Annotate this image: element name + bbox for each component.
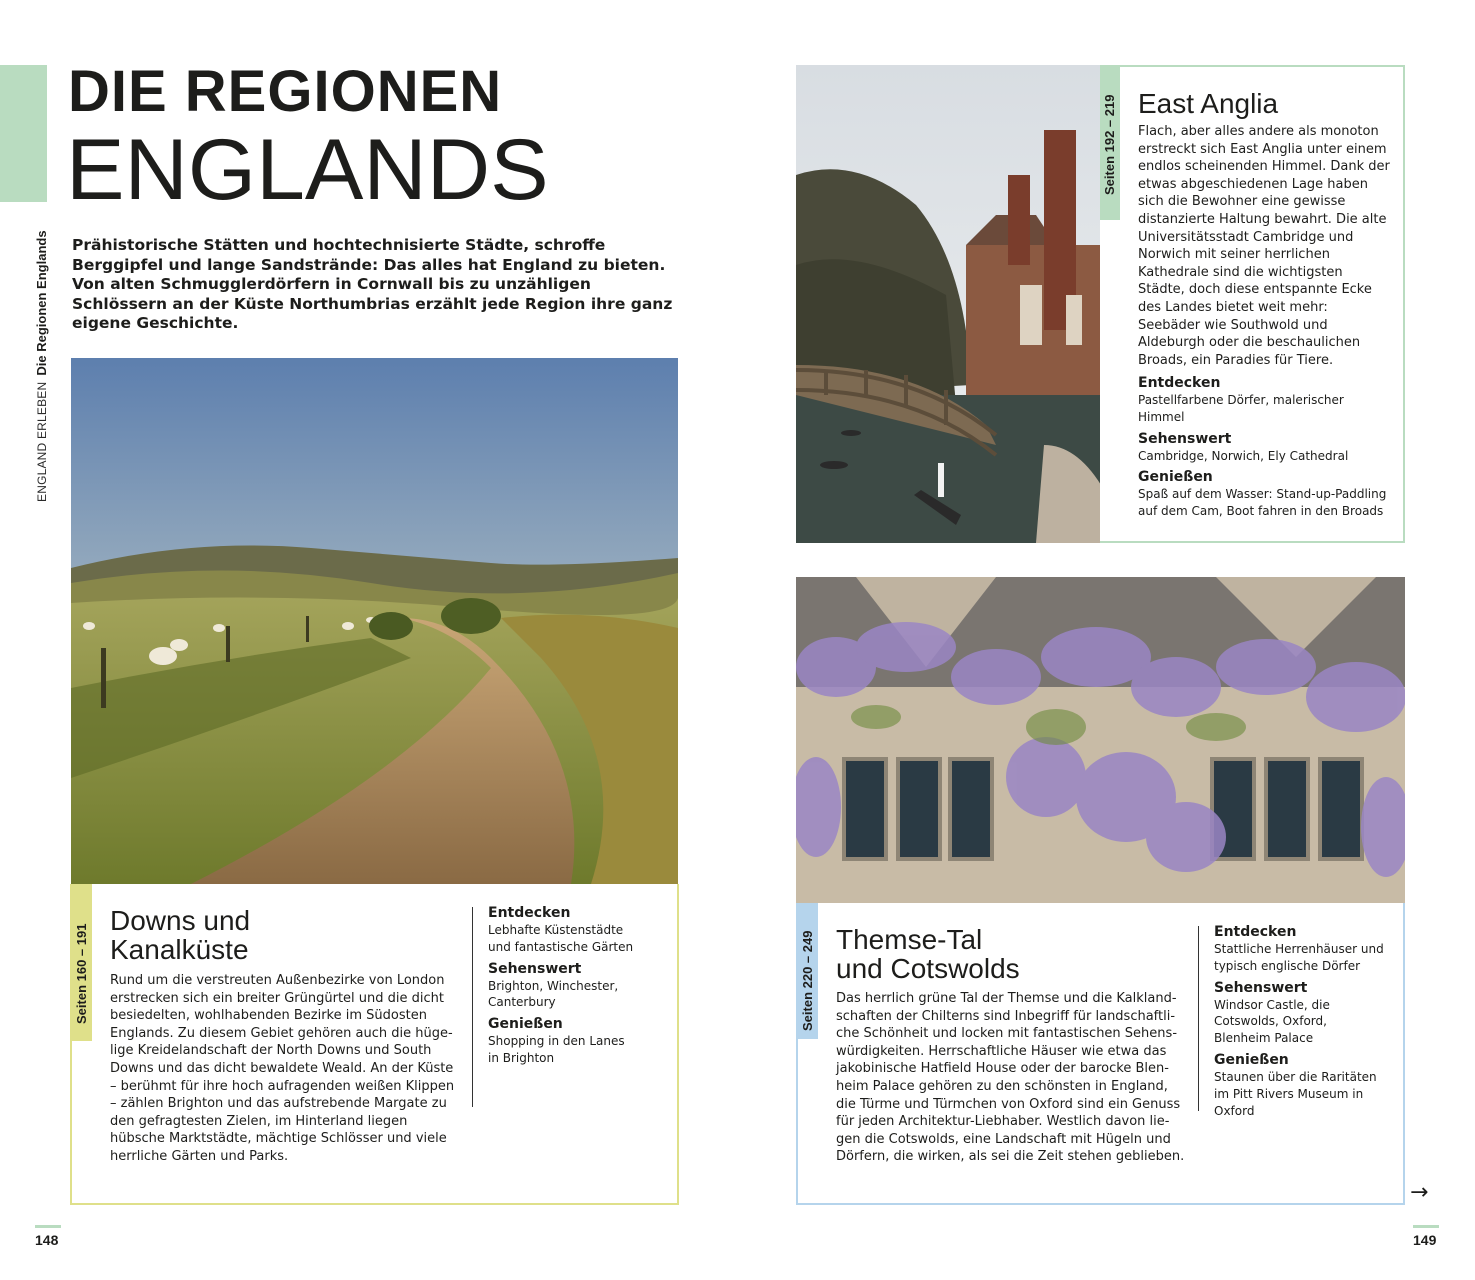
region-title-themse [836,925,1196,983]
region-tab-themse [798,903,818,1039]
page-title-line2: ENGLANDS [66,122,549,218]
region-card-east-anglia [1100,65,1405,543]
region-title-themse-line1: Themse-Tal [836,924,983,955]
geniessen-heading: Genießen [1214,1051,1289,1068]
sehenswert-value: Brighton, Winchester, Canterbury [488,978,619,1010]
region-facts-downs [488,904,648,1071]
entdecken-heading: Entdecken [1214,924,1297,940]
geniessen-value: Staunen über die Raritäten im Pitt Rivers Museum in Oxford [1214,1069,1377,1118]
geniessen-heading: Genießen [488,1016,563,1033]
region-facts-east-anglia [1138,374,1393,524]
page-title-line1: DIE REGIONEN [68,59,503,124]
region-title-east-anglia: East Anglia [1138,88,1279,119]
geniessen-value: Spaß auf dem Wasser: Stand-up-Paddling auf dem Cam, Boot fahren in den Broads [1138,487,1387,519]
section-color-tab [0,65,47,202]
divider-line [472,907,473,1107]
region-pages-themse: Seiten 220 – 249 [800,930,815,1031]
region-tab-east-anglia [1100,65,1120,220]
entdecken-heading: Entdecken [1138,375,1221,391]
region-card-downs [70,884,679,1205]
page-number-bar-right [1413,1225,1439,1228]
running-header-section: ENGLAND ERLEBEN [35,381,49,502]
geniessen-heading: Genießen [1138,469,1213,486]
region-text-downs: Rund um die verstreuten Außenbezirke von London erstrecken sich ein breiter Grüngürtel und die dicht besiedelten, wohlhabenden Bezirke im Südosten Englands. Zu diesem Gebiet gehören auch die hügelige Kreidelandschaft der North Downs und South Downs und das dicht bewaldete Weald. An der Küste – berühmt für ihre hoch aufragenden weißen Klippen – zählen Brighton und das aufstrebende Margate zu den gefragtesten Zielen, im Hinterland liegen hübsche Marktstädte, mächtige Schlösser und viele herrliche Gärten und Parks. [110,973,455,1164]
downs-landscape-photo [71,358,678,884]
page-number-bar-left [35,1225,61,1228]
region-title-downs [110,906,470,964]
entdecken-value: Pastellfarbene Dörfer, malerischer Himmel [1138,393,1344,424]
entdecken-value: Lebhafte Küstenstädte und fantastische Gärten [488,923,634,954]
cotswolds-wisteria-photo [796,577,1405,903]
region-title-downs-line1: Downs und [110,905,251,936]
geniessen-value: Shopping in den Lanes in Brighton [488,1034,625,1065]
region-pages-downs: Seiten 160 – 191 [74,923,89,1024]
sehenswert-heading: Sehenswert [1214,979,1308,996]
sehenswert-value: Windsor Castle, die Cotswolds, Oxford, Blenheim Palace [1214,997,1330,1046]
cambridge-bridge-photo [796,65,1101,543]
region-title-themse-line2: und Cotswolds [836,953,1020,984]
divider-line [1198,926,1199,1111]
sehenswert-heading: Sehenswert [488,960,582,977]
region-facts-themse [1214,923,1384,1123]
page-number-left: 148 [35,1232,59,1248]
region-text-themse: Das herrlich grüne Tal der Themse und die Kalklandschaften der Chilterns sind Inbegriff für landschaftliche Schönheit und locken mit fantastischen Sehenswürdigkeiten. Herrschaftliche Häuser wie etwa das jakobinische Hatfield House oder der barocke Blenheim Palace gehören zu den schönsten in England, die Türme und Türmchen von Oxford sind ein Genuss für jeden Architektur-Liebhaber. Westlich davon liegen die Cotswolds, eine Landschaft mit Hügeln und Dörfern, die wirken, als sei die Zeit stehen geblieben. [836,991,1185,1165]
entdecken-heading: Entdecken [488,905,571,921]
region-pages-east-anglia: Seiten 192 – 219 [1102,94,1117,195]
page-number-right: 149 [1413,1232,1437,1248]
next-page-arrow-icon[interactable]: → [1410,1180,1429,1205]
region-title-downs-line2: Kanalküste [110,934,249,965]
region-card-themse [796,903,1405,1205]
sehenswert-heading: Sehenswert [1138,430,1232,447]
entdecken-value: Stattliche Herrenhäuser und typisch englische Dörfer [1214,942,1384,973]
sehenswert-value: Cambridge, Norwich, Ely Cathedral [1138,448,1349,463]
region-tab-downs [72,884,92,1041]
running-header-chapter: Die Regionen Englands [34,230,49,376]
running-header [34,202,50,502]
intro-text: Prähistorische Stätten und hochtechnisierte Städte, schroffe Berggipfel und lange Sandstrände: Das alles hat England zu bieten. Von alten Schmugglerdörfern in Cornwall bis zu unzähligen Schlössern an der Küste Northumbrias erzählt jede Region ihre ganz eigene Geschichte. [72,236,673,332]
region-text-east-anglia: Flach, aber alles andere als monoton erstreckt sich East Anglia unter einem endlos scheinenden Himmel. Dank der etwas abgeschiedenen Lage haben sich die Bewohner eine gewisse distanzierte Haltung bewahrt. Die alte Universitätsstadt Cambridge und Norwich mit seiner herrlichen Kathedrale sind die wichtigsten Städte, doch diese entspannte Ecke des Landes bietet weit mehr: Seebäder wie Southwold und Aldeburgh oder die beschaulichen Broads, ein Paradies für Tiere. [1138,124,1390,368]
